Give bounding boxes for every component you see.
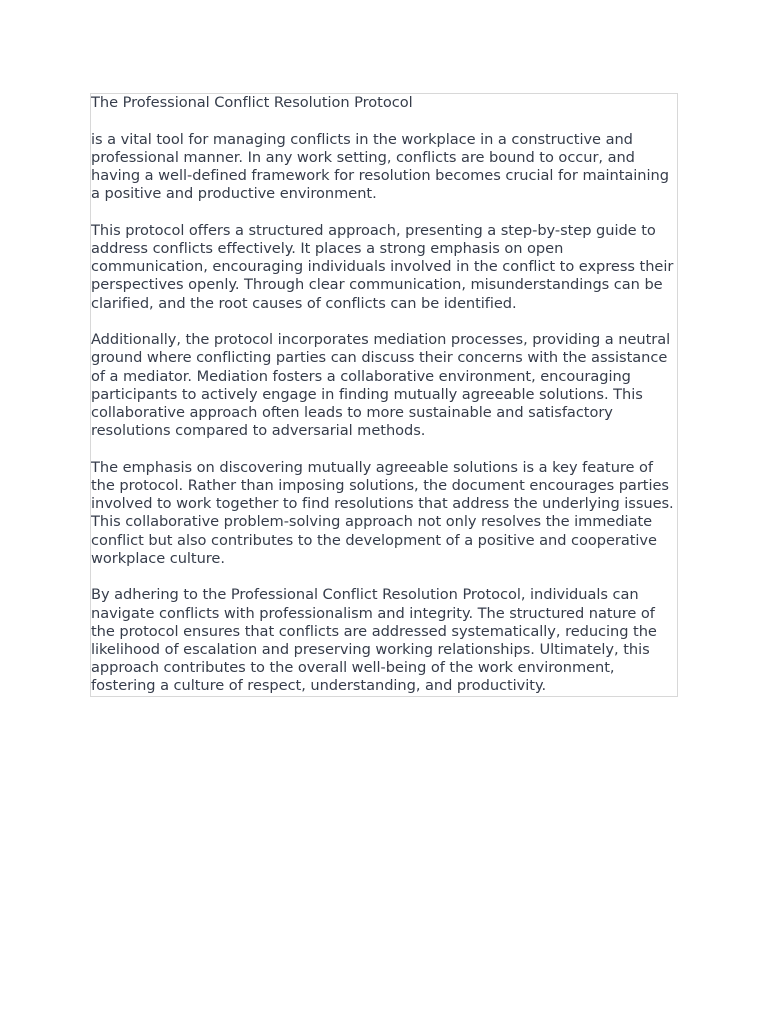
paragraph-agreeable-solutions: The emphasis on discovering mutually agreeable solutions is a key feature of the protocol. Rather than imposing solutions, the document encourages parties involved to work together to find resolutions that address the underlying issues. This collaborative problem-solving approach not only resolves the immediate conflict but also contributes to the development of a positive and cooperative workplace culture. — [91, 458, 674, 567]
paragraph-conclusion: By adhering to the Professional Conflict Resolution Protocol, individuals can navigate conflicts with professionalism and integrity. The structured nature of the protocol ensures that conflicts are addressed systematically, reducing the likelihood of escalation and preserving working relationships. Ultimately, this approach contributes to the overall well-being of the work environment, fostering a culture of respect, understanding, and productivity. — [91, 586, 657, 695]
document-title: The Professional Conflict Resolution Protocol — [91, 94, 413, 111]
paragraph-mediation: Additionally, the protocol incorporates mediation processes, providing a neutral ground where conflicting parties can discuss their concerns with the assistance of a mediator. Mediation fosters a collaborative environment, encouraging participants to actively engage in finding mutually agreeable solutions. This collaborative approach often leads to more sustainable and satisfactory resolutions compared to adversarial methods. — [91, 331, 671, 440]
paragraph-intro: is a vital tool for managing conflicts in the workplace in a constructive and professional manner. In any work setting, conflicts are bound to occur, and having a well-defined framework for resolution becomes crucial for maintaining a positive and productive environment. — [91, 130, 669, 203]
paragraph-structured-approach: This protocol offers a structured approach, presenting a step-by-step guide to address conflicts effectively. It places a strong emphasis on open communication, encouraging individuals involved in the conflict to express their perspectives openly. Through clear communication, misunderstandings can be clarified, and the root causes of conflicts can be identified. — [91, 221, 674, 312]
document-text-box — [90, 93, 678, 697]
